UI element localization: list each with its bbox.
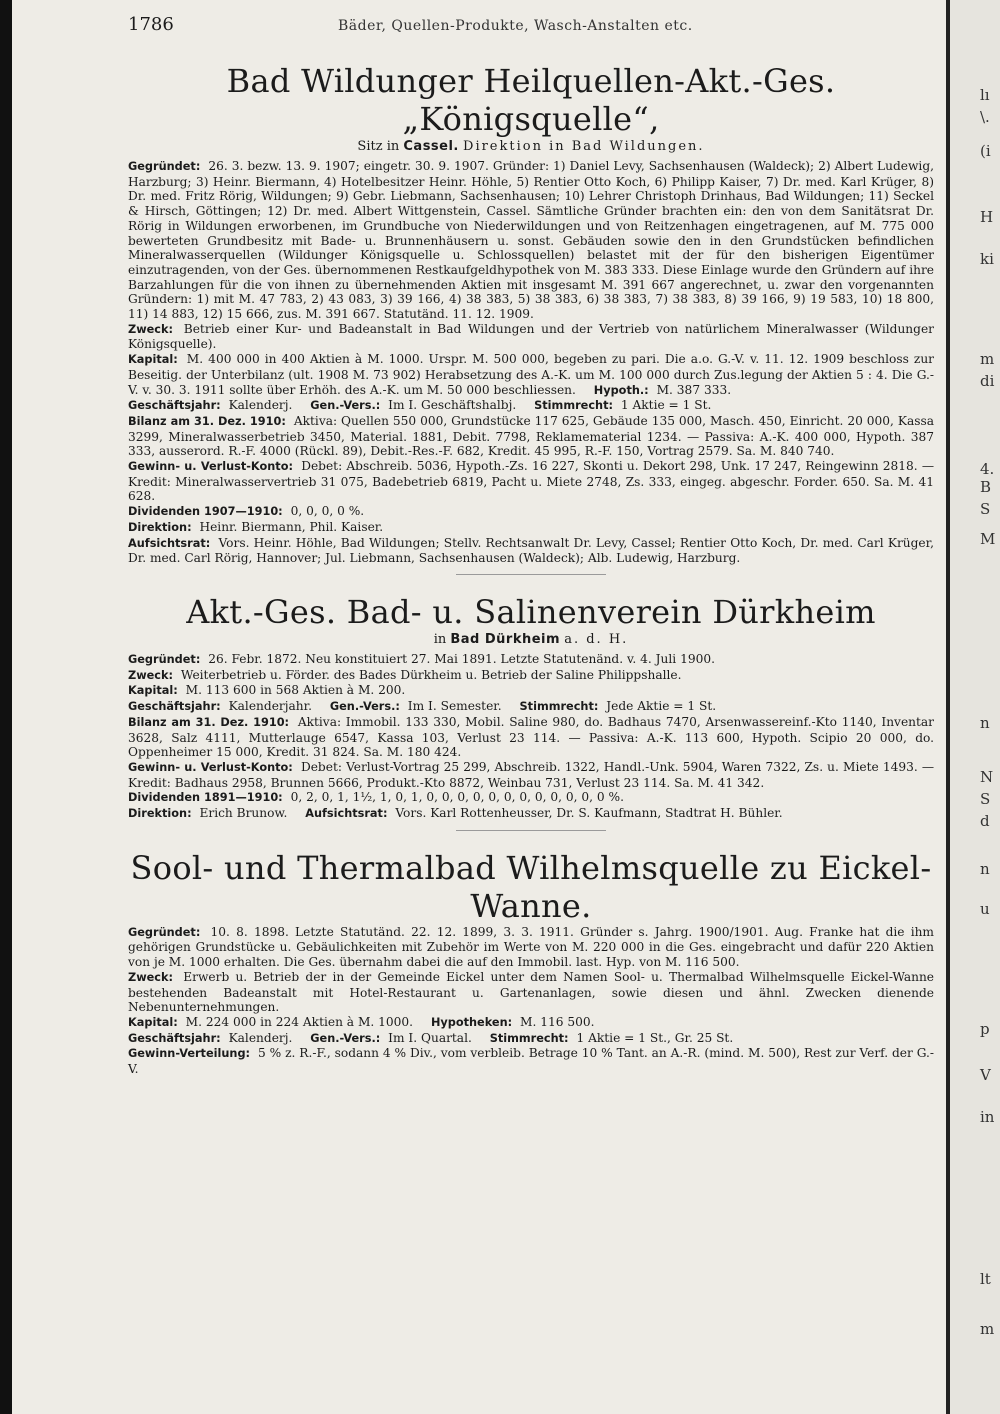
entry-section [128,459,934,504]
entry-section [128,970,934,1015]
side-fragment: u [980,900,990,918]
section-text: 26. 3. bezw. 13. 9. 1907; eingetr. 30. 9. 1907. Gründer: 1) Daniel Levy, Sachsenhausen (Waldeck); 2) Albert Ludewig, Harzburg; 3) Heinr. Biermann, 4) Hotelbesitzer Heinr. Höhle, 5) Rentier Otto Koch, 6) Philipp Kaiser, 7) Dr. med. Karl Krüger, 8) Dr. med. Fritz Rörig, Wildungen; 9) Gebr. Liebmann, Sachsenhausen; 10) Lehrer Christoph Drinhaus, Bad Wildungen; 11) Seckel & Hirsch, Göttingen; 12) Dr. med. Albert Wittgenstein, Cassel. Sämtliche Gründer brachten ein: den von dem Sanitätsrat Dr. Rörig in Wildungen erworbenen, im Grundbuche von Niederwildungen und von Reitzenhagen eingetragenen, auf M. 775 000 bewerteten Grundbesitz mit Bade- u. Brunnenhäusern u. sonst. Gebäuden sowie den in den Grundstücken befindlichen Mineralwasserquellen (Wildunger Königsquelle u. Schlossquellen) belastet mit der für den bisherigen Eigentümer einzutragenden, von der Ges. übernommenen Restkaufgeldhypothek von M. 383 333. Diese Einlage wurde den Gründern auf ihre Barzahlungen für die von ihnen zu übernehmenden Aktien mit insgesamt M. 391 667 angerechnet, u. zwar den vorgenannten Gründern: 1) mit M. 47 783, 2) 43 083, 3) 39 166, 4) 38 383, 5) 38 383, 6) 38 383, 7) 38 383, 8) 39 166, 9) 19 583, 10) 18 800, 11) 14 883, 12) 15 666, zus. M. 391 667. Statutänd. 11. 12. 1909. [128,159,934,322]
side-fragment: S [980,790,991,808]
section-label: Gewinn- u. Verlust-Konto: [128,460,293,474]
entry-subtitle [128,631,934,649]
side-fragment: V [980,1066,991,1084]
section-inline-text: 1 Aktie = 1 St. [620,398,712,413]
section-label: Bilanz am 31. Dez. 1910: [128,715,290,729]
section-inline-text: M. 116 500. [520,1014,595,1029]
entry-section [128,760,934,790]
entry-title: Sool- und Thermalbad Wilhelmsquelle zu Eickel-Wanne. [130,848,932,925]
section-label: Geschäftsjahr: [128,700,221,714]
entry-section [128,1046,934,1076]
page-header [128,14,934,44]
section-inline-text: Im I. Semester. [407,699,502,714]
subtitle-location: Cassel. [403,139,459,154]
side-fragment: lı [980,86,990,104]
side-fragment: N [980,768,994,786]
section-inline-label: Gen.-Vers.: [310,399,381,413]
side-fragment: H [980,208,994,226]
section-label: Gegründet: [128,925,201,939]
entry-separator [456,830,606,831]
section-text: Erwerb u. Betrieb der in der Gemeinde Eickel unter dem Namen Sool- u. Thermalbad Wilhelmsquelle Eickel-Wanne bestehenden Badeanstalt mit Hotel-Restaurant u. Gartenanlagen, sowie diesen und ähnl. Zwecken dienende Nebenunternehmungen. [128,969,934,1015]
section-label: Kapital: [128,353,178,367]
side-fragment: B [980,478,992,496]
section-label: Zweck: [128,668,174,682]
section-label: Bilanz am 31. Dez. 1910: [128,414,286,428]
side-fragment: m [980,1320,995,1338]
entry-separator [456,574,606,575]
side-fragment: S [980,500,991,518]
entry-section [128,668,934,684]
entry-section [128,414,934,459]
subtitle-prefix: in [433,631,447,647]
entry-section [128,683,934,699]
section-label: Direktion: [128,520,192,534]
entry-section [128,925,934,970]
adjacent-page-fragment [950,0,1000,1414]
section-label: Geschäftsjahr: [128,399,221,413]
section-label: Kapital: [128,684,178,698]
section-text: 0, 0, 0, 0 %. [290,504,365,519]
side-fragment: M [980,530,996,548]
entry-section [128,1031,934,1047]
side-fragment: ki [980,250,994,268]
side-fragment: (i [980,142,991,160]
page-number: 1786 [128,14,174,35]
section-text: Betrieb einer Kur- und Badeanstalt in Bad Wildungen und der Vertrieb von natürlichem Mineralwasser (Wildunger Königsquelle). [128,321,934,352]
entry-section [128,322,934,352]
section-inline-text: Jede Aktie = 1 St. [606,699,717,714]
subtitle-location: Bad Dürkheim [450,631,561,647]
side-fragment: n [980,714,990,732]
scan-left-edge [0,0,12,1414]
section-inline-label: Hypoth.: [593,383,649,397]
section-label: Zweck: [128,322,174,336]
section-label: Gegründet: [128,652,201,666]
side-fragment: \. [980,108,990,126]
section-text: M. 400 000 in 400 Aktien à M. 1000. Urspr. M. 500 000, begeben zu pari. Die a.o. G.-V. v. 11. 12. 1909 beschloss zur Beseitig. der Unterbilanz (ult. 1908 M. 73 902) Herabsetzung des A.-K. um M. 100 000 durch Zus.legung der Aktien 5 : 4. Die G.-V. v. 30. 3. 1911 sollte über Erhöh. des A.-K. um M. 50 000 beschliessen. [128,352,935,397]
side-fragment: d [980,812,990,830]
section-inline-text: M. 387 333. [656,382,732,397]
entry-title: Bad Wildunger Heilquellen-Akt.-Ges. „Königsquelle“, [226,62,836,138]
subtitle-suffix: Direktion in Bad Wildungen. [463,139,705,154]
section-inline-label: Stimmrecht: [519,700,599,714]
section-text: 5 % z. R.-F., sodann 4 % Div., vom verbleib. Betrage 10 % Tant. an A.-R. (mind. M. 500), Rest zur Verf. der G.-V. [128,1046,935,1077]
side-fragment: m [980,350,995,368]
side-fragment: 4. [980,460,995,478]
section-text: Debet: Abschreib. 5036, Hypoth.-Zs. 16 227, Skonti u. Dekort 298, Unk. 17 247, Reingewinn 2818. — Kredit: Mineralwasservertrieb 31 075, Badebetrieb 6819, Pacht u. Miete 2748, Zs. 333, eingeg. abgeschr. Forder. 650. Sa. M. 41 628. [128,459,935,504]
section-text: 0, 2, 0, 1, 1½, 1, 0, 1, 0, 0, 0, 0, 0, 0, 0, 0, 0, 0, 0, 0 %. [290,790,625,805]
section-text: 10. 8. 1898. Letzte Statutänd. 22. 12. 1899, 3. 3. 1911. Gründer s. Jahrg. 1900/1901. Aug. Franke hat die ihm gehörigen Grundstücke u. Gebäulichkeiten mit Zubehör im Werte von M. 220 000 in die Ges. eingebracht und dafür 220 Aktien von je M. 1000 erhalten. Die Ges. übernahm dabei die auf den Immobil. last. Hyp. von M. 116 500. [128,924,934,970]
section-label: Kapital: [128,1015,178,1029]
section-label: Gewinn-Verteilung: [128,1047,251,1061]
entry-section [128,520,934,536]
side-fragment: p [980,1020,990,1038]
running-title: Bäder, Quellen-Produkte, Wasch-Anstalten etc. [338,18,693,34]
section-text: M. 113 600 in 568 Aktien à M. 200. [185,683,406,698]
section-label: Direktion: [128,807,192,821]
entry-section [128,1015,934,1031]
company-entry [128,849,934,1077]
section-text: Aktiva: Quellen 550 000, Grundstücke 117 625, Gebäude 135 000, Masch. 450, Einricht. 20 000, Kassa 3299, Mineralwasserbetrieb 3450, Material. 1881, Debit. 7798, Reklamematerial 1234. — Passiva: A.-K. 400 000, Hypoth. 387 333, ausserord. R.-F. 4000 (Rückl. 89), Debit.-Res.-F. 682, Kredit. 45 995, R.-F. 150, Vortrag 2579. Sa. M. 840 740. [128,413,934,459]
entry-section [128,536,934,566]
section-text: Kalenderj. [228,1030,293,1045]
section-text: Heinr. Biermann, Phil. Kaiser. [199,519,384,534]
section-inline-label: Stimmrecht: [534,399,613,413]
section-label: Gegründet: [128,160,201,173]
section-inline-text: Im I. Geschäftshalbj. [388,398,517,413]
entry-section [128,699,934,715]
section-inline-text: 1 Aktie = 1 St., Gr. 25 St. [576,1030,734,1045]
entry-section [128,352,934,398]
subtitle-prefix: Sitz in [357,139,400,154]
entry-section [128,806,934,822]
section-inline-label: Hypotheken: [430,1015,513,1029]
section-text: 26. Febr. 1872. Neu konstituiert 27. Mai 1891. Letzte Statutenänd. v. 4. Juli 1900. [208,651,715,666]
entries-container [128,62,934,1077]
section-label: Dividenden 1907—1910: [128,505,283,519]
section-label: Zweck: [128,970,174,984]
section-inline-label: Gen.-Vers.: [310,1031,381,1045]
section-text: Weiterbetrieb u. Förder. des Bades Dürkheim u. Betrieb der Saline Philippshalle. [180,667,682,682]
section-inline-label: Gen.-Vers.: [329,700,400,714]
section-text: M. 224 000 in 224 Aktien à M. 1000. [185,1014,414,1029]
company-entry [128,62,934,575]
entry-section [128,504,934,520]
side-fragment: lt [980,1270,991,1288]
section-text: Vors. Heinr. Höhle, Bad Wildungen; Stellv. Rechtsanwalt Dr. Levy, Cassel; Rentier Otto Koch, Dr. med. Carl Krüger, Dr. med. Carl Rörig, Hannover; Jul. Liebmann, Sachsenhausen (Waldeck); Alb. Ludewig, Harzburg. [128,535,934,566]
section-text: Aktiva: Immobil. 133 330, Mobil. Saline 980, do. Badhaus 7470, Arsenwassereinf.-Kto 1140, Inventar 3628, Salz 4111, Mutterlauge 6547, Kassa 103, Verlust 23 114. — Passiva: A.-K. 113 600, Hypoth. Scipio 20 000, do. Oppenheimer 15 000, Kredit. 31 824. Sa. M. 180 424. [128,714,934,760]
entry-section [128,159,934,322]
section-label: Aufsichtsrat: [128,536,211,550]
section-inline-label: Aufsichtsrat: [305,807,388,821]
entry-section [128,398,934,414]
side-fragment: di [980,372,995,390]
entry-section [128,715,934,760]
entry-title: Akt.-Ges. Bad- u. Salinenverein Dürkheim [186,592,876,631]
entry-section [128,790,934,806]
section-text: Erich Brunow. [199,806,288,821]
document-page [128,14,934,1077]
entry-section [128,652,934,668]
section-label: Gewinn- u. Verlust-Konto: [128,760,293,774]
side-fragment: n [980,860,990,878]
section-inline-label: Stimmrecht: [489,1031,569,1045]
section-text: Kalenderjahr. [228,699,312,714]
section-label: Geschäftsjahr: [128,1031,221,1045]
section-label: Dividenden 1891—1910: [128,791,283,805]
section-text: Debet: Verlust-Vortrag 25 299, Abschreib. 1322, Handl.-Unk. 5904, Waren 7322, Zs. u. Miete 1493. — Kredit: Badhaus 2958, Brunnen 5666, Produkt.-Kto 8872, Weinbau 731, Verlust 23 114. Sa. M. 41 342. [128,759,935,790]
section-inline-text: Im I. Quartal. [388,1030,472,1045]
entry-subtitle [128,138,934,156]
subtitle-suffix: a. d. H. [564,631,629,647]
section-text: Kalenderj. [228,398,293,413]
section-inline-text: Vors. Karl Rottenheusser, Dr. S. Kaufmann, Stadtrat H. Bühler. [395,806,783,821]
company-entry [128,593,934,831]
side-fragment: in [980,1108,995,1126]
